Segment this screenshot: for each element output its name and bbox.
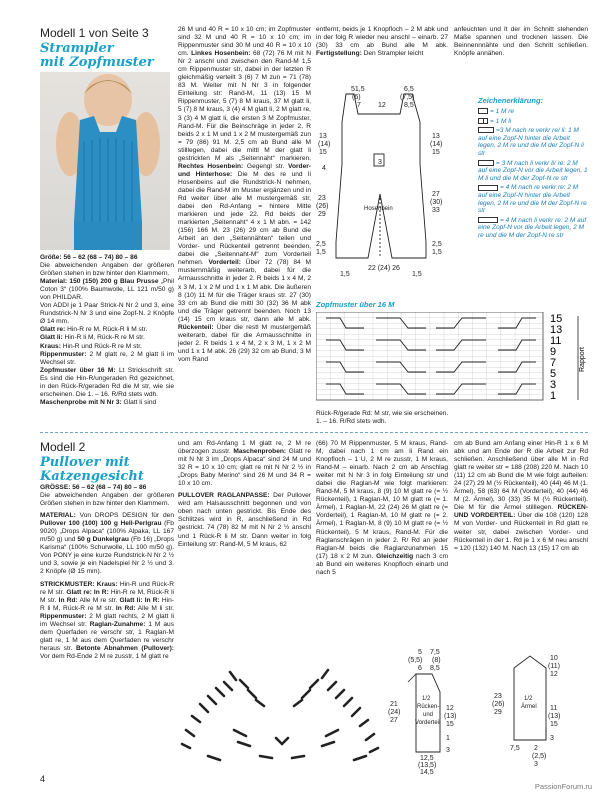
schema-label: (24) bbox=[388, 709, 401, 716]
bold-label: Rückenteil: bbox=[178, 323, 214, 331]
schema-label: 5 bbox=[418, 649, 422, 656]
schema-label: 27 bbox=[432, 191, 440, 198]
schema-label: 7,5 bbox=[430, 649, 440, 656]
schema-label: 29 bbox=[494, 709, 502, 716]
schema-label: 21 bbox=[390, 701, 398, 708]
schema-label: Ärmel bbox=[521, 704, 537, 710]
body-text: Der Pullover wird am Halsausschnitt begonnen und von oben nach unten gestrickt. Bis Ende des Schlitzes wird in R, anschließend in Rd gestrickt. 74 (78) 82 M mit N Nr 2 ½ anschl und 1 Rück-R li M str. Dann weiter in folg Einteilung str: Rand-M, 5 M kraus, 62 bbox=[178, 492, 311, 548]
schema-label: (26) bbox=[492, 701, 505, 708]
cat-face-pattern bbox=[178, 660, 401, 770]
romper-schema-labels bbox=[316, 86, 442, 278]
schema-label: 23 bbox=[318, 195, 326, 202]
model2-column-4 bbox=[454, 440, 588, 553]
paragraph bbox=[40, 254, 174, 262]
schema-label: 1,5 bbox=[432, 249, 442, 256]
body-text: „Phil Coton 3“ (100% Baumwolle, LL 121 m/50 g) von PHILDAR. bbox=[40, 278, 175, 302]
schema-label: (11) bbox=[548, 663, 560, 670]
cable-chart-title: Zopfmuster über 16 M bbox=[316, 300, 395, 309]
schema-label: 8,5 bbox=[404, 102, 414, 109]
schema-label: 3 bbox=[534, 761, 538, 768]
paragraph bbox=[40, 367, 174, 399]
schema-label: 7 bbox=[357, 102, 361, 109]
body-text: (Fb 9020) „Drops Alpaca“ (100% Alpaka, LL 167 m/50 g) und bbox=[40, 520, 174, 544]
schema-label: 1,5 bbox=[340, 271, 350, 278]
body-text: Alle M li str. bbox=[135, 604, 174, 612]
sleeve-schema bbox=[486, 648, 588, 770]
legend-text: = 1 M li bbox=[490, 117, 512, 125]
model1-column-3 bbox=[316, 26, 448, 58]
material-section bbox=[40, 512, 174, 576]
bold-label: In Rd: bbox=[58, 596, 78, 604]
legend-text: =3 M nach re verkr re/ li: 1 M auf eine Zopf-N hinter die Arbeit legen, 2 M re und die M der Zopf-N li str bbox=[478, 127, 584, 157]
schema-label: Vorderteil bbox=[415, 720, 441, 726]
paragraph bbox=[40, 278, 174, 302]
cable-row-number: 9 bbox=[550, 346, 557, 358]
model1-column-1 bbox=[40, 254, 174, 407]
schema-label: (7,5) bbox=[400, 94, 415, 101]
gauge-section bbox=[178, 440, 311, 488]
schema-label: 15 bbox=[550, 721, 558, 728]
model1-column-4 bbox=[454, 26, 588, 58]
body-text: und am Rd-Anfang 1 M glatt re, 2 M re überzogen zusstr. bbox=[178, 440, 311, 456]
bold-label: Material: 150 (150) 200 g Blau Prusse bbox=[40, 278, 159, 286]
romper-schema bbox=[316, 82, 464, 278]
body-text: 1 M aus dem Querfaden re verschr str, 1 Raglan-M glatt re, 1 M aus dem Querfaden re verschr heraus str. bbox=[40, 620, 174, 652]
schema-label: 11 bbox=[550, 705, 558, 712]
schema-label: 3 bbox=[446, 747, 450, 754]
paragraph bbox=[40, 326, 174, 334]
schema-label: (13,5) bbox=[418, 762, 437, 769]
schema-label: 1,5 bbox=[412, 271, 422, 278]
schema-label: 27 bbox=[390, 717, 398, 724]
body-text: Hin-R li M, Rück-R re M str. bbox=[62, 334, 145, 342]
schema-label: 12 bbox=[550, 671, 558, 678]
bold-label: Betonte Abnahmen (Pullover): bbox=[76, 644, 175, 652]
cable-right-3-icon bbox=[478, 127, 494, 133]
body-text: Glatt li sind bbox=[121, 398, 157, 406]
cable-right-4-icon bbox=[478, 185, 498, 191]
bold-label: Gleichzeitig bbox=[376, 552, 414, 560]
schema-label: 15 bbox=[432, 149, 440, 156]
body-text: Hin-R re M, Rück-R li M str. bbox=[40, 588, 174, 604]
cable-row-labels bbox=[550, 313, 562, 402]
pattern-section bbox=[40, 581, 174, 661]
bold-label: Glatt re: In R: bbox=[66, 588, 109, 596]
body-text: Alle M re str. bbox=[77, 596, 120, 604]
schema-label: 4 bbox=[322, 165, 326, 172]
legend-text: = 3 M nach li verkr li/ re: 2 M auf eine Zopf-N vor die Arbeit legen, 1 M li und die M der Zopf-N re str bbox=[478, 159, 588, 182]
body-text: Hin-R und Rück-R re M str. bbox=[40, 580, 174, 596]
schema-label: (13) bbox=[444, 713, 457, 720]
schema-label: 29 bbox=[318, 211, 326, 218]
schema-label: 1/2 bbox=[524, 696, 533, 702]
cable-row-number: 7 bbox=[550, 357, 557, 369]
schema-label: 3 bbox=[550, 735, 554, 742]
schema-label: 14,5 bbox=[420, 769, 434, 776]
body-text: Die abweichenden Angaben der größeren Größen stehen in bzw hinter den Klammern. bbox=[40, 492, 174, 508]
schema-label: 2,5 bbox=[432, 241, 442, 248]
paragraph bbox=[40, 302, 174, 326]
cable-row-number: 5 bbox=[550, 368, 557, 380]
schema-label: (26) bbox=[316, 203, 329, 210]
bold-label: Kraus: bbox=[40, 342, 61, 350]
body-text: Hin-R li M, Rück-R re M str. bbox=[40, 596, 174, 612]
section-divider bbox=[40, 432, 588, 433]
paragraph bbox=[40, 262, 174, 278]
bold-label: Maschenprobe mit N Nr 3: bbox=[40, 398, 122, 406]
body-text: entfernt, beids je 1 Knopfloch – 2 M abk und in der folg R wieder neu anschl – einarb. 27 (30) 33 cm ab Bund alle M abk. bbox=[316, 26, 448, 50]
knit-symbol-icon bbox=[478, 108, 488, 114]
cable-chart bbox=[316, 312, 588, 408]
body-text: Hin-R und Rück-R re M str. bbox=[60, 342, 142, 350]
schema-label: 13 bbox=[432, 133, 440, 140]
model1-header bbox=[40, 26, 170, 70]
schema-label: 10 bbox=[550, 655, 558, 662]
bold-label: In Rd: bbox=[115, 604, 136, 612]
bold-label: PULLOVER bbox=[178, 492, 214, 500]
legend-item bbox=[478, 127, 588, 157]
legend-title: Zeichenerklärung: bbox=[478, 96, 544, 105]
cable-note-2: 1. – 16. R/Rd stets wdh. bbox=[316, 418, 387, 426]
schema-label: (6) bbox=[352, 94, 361, 101]
bold-label: Zopfmuster über 16 M: bbox=[40, 366, 116, 374]
schema-label: 8,5 bbox=[430, 665, 440, 672]
body-text: cm ab Bund am Anfang einer Hin-R 1 x 6 M abk und am Ende der R die Arbeit zur Rd schließen. Anschließend über alle M in Rd glatt re weiter str = 188 (208) 220 M. Nach 10 (11) 12 cm ab Bund die M wie folgt aufteilen: 24 (27) 29 M (½ Rückenteil), 40 (44) 46 M (1. Ärmel), 58 (63) 64 M (Vorderteil), 40 (44) 46 M (2. Ärmel), 30 (33) 35 M (½ Rückenteil). Die M für die Ärmel stilllegen. bbox=[454, 440, 588, 512]
cable-row-number: 3 bbox=[550, 379, 557, 391]
paragraph bbox=[40, 343, 174, 351]
bold-label: GRÖSSE: 56 – 62 (68 – 74) 80 – 86 bbox=[40, 484, 147, 491]
bold-label: Rippenmuster: bbox=[40, 612, 87, 620]
bold-label: Rippenmuster: bbox=[40, 350, 87, 358]
schema-label: 22 (24) 26 bbox=[368, 265, 400, 272]
paragraph bbox=[40, 351, 174, 367]
bold-label: RÜCKEN- UND VORDERTEIL: bbox=[454, 504, 588, 520]
body-text: anfeuchten und lt der im Schnitt stehenden Maße spannen und trocknen lassen. Die Beinnennnähte und den Schritt schließen. Knöpfe annähen. bbox=[454, 26, 588, 58]
pullover-body-schema bbox=[386, 648, 482, 776]
model2-column-2 bbox=[178, 440, 311, 549]
bold-label: Maschenproben: bbox=[233, 448, 287, 456]
paragraph bbox=[40, 484, 174, 492]
cable-note-1: Rück-R/gerade Rd: M str, wie sie erscheinen. bbox=[316, 410, 449, 417]
bold-label: Rechtes Hosenbein: bbox=[178, 162, 244, 170]
schema-label: (14) bbox=[318, 141, 331, 148]
baby-romper-photo bbox=[40, 72, 170, 250]
body-text: Über die restl M mustergemäß weiterarb, dabei für die Armausschnitte in jeder 2. R beids 1 x 4 M, 2 x 3 M, 1 x 2 M und 1 x 1 M abk. 26 (29) 32 cm ab Bund, 3 M vom Rand bbox=[178, 323, 311, 363]
paragraph bbox=[40, 492, 174, 508]
baby-photo-drawing bbox=[40, 72, 170, 250]
schema-label: 23 bbox=[494, 693, 502, 700]
body-text: Glatt re mit N Nr 3 im „Drops Alpaca“ sind 24 M und 32 R = 10 x 10 cm; glatt re mit N Nr 2 ½ in „Drops Baby Merino“ sind 26 M und 34 R = 10 x 10 cm. bbox=[178, 448, 311, 488]
body-text: 26 M und 40 R = 10 x 10 cm; im Zopfmuster sind 32 M und 40 R = 10 x 10 cm; im Rippenmuster sind 30 M und 40 R = 10 x 10 cm. bbox=[178, 26, 311, 58]
schema-label: 3 bbox=[378, 159, 382, 166]
body-text: (66) 70 M Rippenmuster, 5 M kraus, Rand-M, dabei nach 1 cm am li Rand ein Knopfloch – 1 U, 2 M re zusstr, 1 M kraus, Rand-M – einarb. Nach 2 cm ab Anschlag weiter mit N Nr 3 in folg Einteilung str und dabei die Raglan-M wie folgt markieren: Rand-M, 5 M kraus, 8 (9) 10 M glatt re (= ½ Rückenteil), 1 Raglan-M, 10 M glatt re (= 1. Ärmel), 1 Raglan-M, 22 (24) 26 M glatt re (= Vorderteil), 1 Raglan-M, 10 M glatt re (= 2. Ärmel), 1 Raglan-M, 8 (9) 10 M glatt re (= ½ Rückenteil), 5 M kraus, Rand-M. Für die Raglanschrägen in jeder 2. R/ Rd an jeder Raglan-M beids die Raglanzunahmen 15 (17) 18 x 2 M zun. bbox=[316, 440, 448, 560]
bold-label: Glatt li: bbox=[40, 334, 63, 342]
bold-label: Pullover 100 (100) 100 g Hell-Perlgrau bbox=[40, 520, 162, 528]
schema-label: (2,5) bbox=[532, 753, 547, 760]
schema-label: 1 bbox=[446, 735, 450, 742]
bold-label: 50 g Dunkelgrau bbox=[77, 536, 129, 544]
schema-label: 15 bbox=[319, 149, 327, 156]
schema-label: 7,5 bbox=[510, 745, 520, 752]
purl-symbol-icon bbox=[478, 118, 488, 124]
legend-item bbox=[478, 118, 588, 126]
bold-label: RAGLANPASSE: bbox=[217, 492, 270, 500]
schema-label: 51,5 bbox=[351, 86, 365, 93]
body-text: Lt Strickschrift str. Es sind die Hin-R/ungeraden Rd gezeichnet, in den Rück-R/geraden Rd die M str, wie sie erscheinen. Die 1. – 16. R/Rd stets wdh. bbox=[40, 366, 174, 398]
bold-label: Glatt re: bbox=[40, 326, 66, 334]
cable-row-number: 1 bbox=[550, 390, 557, 402]
body-text: Vor dem Rd-Ende 2 M re zusstr, 1 M glatt re bbox=[40, 652, 169, 660]
pullover-section bbox=[178, 492, 311, 548]
legend-item bbox=[478, 184, 588, 214]
schema-label: 12 bbox=[378, 102, 386, 109]
model1-column-2 bbox=[178, 26, 311, 364]
schema-label: (14) bbox=[430, 141, 443, 148]
source-watermark: PassionForum.ru bbox=[534, 782, 592, 791]
schema-label: 2,5 bbox=[316, 241, 326, 248]
body-text: Den Strampler leicht bbox=[361, 50, 424, 58]
cable-left-3-icon bbox=[478, 160, 494, 166]
body-text: Hin-R re M, Rück-R li M str. bbox=[65, 326, 148, 334]
model2-header bbox=[40, 440, 174, 484]
schema-label: (13) bbox=[548, 713, 561, 720]
model2-subtitle-1: Pullover mit bbox=[40, 455, 130, 470]
legend-item bbox=[478, 217, 588, 240]
body-text: 68 (72) 76 M mit N Nr 2 anschl und zwischen den Rand-M 1,5 cm Rippenmuster str, dabei in der letzten R gleichmäßig verteilt 3 (6) 7 M zun = 71 (78) 83 M. Weiter mit N Nr 3 in folgender Einteilung str: Rand-M, 11 (13) 15 M Rippenmuster, 5 (7) 8 M kraus, 37 M glatt li, 5 (7) 8 M kraus, 3 (4) 4 M glatt li, 2 M glatt re, 3 (3) 4 M glatt li, die ersten 3 M Zopfmuster, Rand-M. Für die Beinschräge in jeder 2. R beids 2 x 1 M und 1 x 2 M mustergemäß zun = 79 (86) 91 M. 2,5 cm ab Bund alle M stilllegen, dabei die mittl M der glatt li gestrickten M als „Seitennaht“ markieren. bbox=[178, 50, 311, 162]
bold-label: STRICKMUSTER: bbox=[40, 580, 95, 588]
cable-row-number: 13 bbox=[550, 324, 563, 336]
model2-column-3 bbox=[316, 440, 448, 577]
bold-label: Glatt li: In R: bbox=[119, 596, 160, 604]
schema-label: Rücken- bbox=[417, 704, 440, 710]
schema-label: 33 bbox=[432, 207, 440, 214]
cable-row-number: 11 bbox=[550, 335, 562, 347]
schema-label: und bbox=[423, 712, 434, 718]
bold-label: Raglan-Zunahme: bbox=[89, 620, 146, 628]
schema-label: (8) bbox=[432, 657, 441, 664]
schema-label: 12,5 bbox=[420, 755, 434, 762]
model1-subtitle-1: Strampler bbox=[40, 41, 114, 56]
body-text: nach 3 cm ab Bund ein weiteres Knopfloch einarb und nach 5 bbox=[316, 552, 448, 576]
schema-label: 12 bbox=[446, 705, 454, 712]
schema-label: Hosenbein bbox=[364, 206, 393, 212]
stitch-legend bbox=[478, 108, 588, 240]
body-text: Gegengl str. bbox=[243, 162, 289, 170]
schema-label: 13 bbox=[319, 133, 327, 140]
bold-label: Kraus: bbox=[96, 580, 118, 588]
legend-text: = 4 M nach li verkr re: 2 M auf eine Zopf-N vor die Arbeit legen, 2 M re und die M der Zopf-N re str bbox=[478, 216, 587, 239]
schema-label: 15 bbox=[446, 721, 454, 728]
schema-label: 6 bbox=[418, 665, 422, 672]
schema-label: 1,5 bbox=[316, 249, 326, 256]
bold-label: Vorder- und Hinterhose: bbox=[178, 162, 312, 178]
paragraph bbox=[40, 334, 174, 342]
model2-heading: Modell 2 bbox=[40, 440, 86, 454]
body-text: Von ADDI je 1 Paar Strick-N Nr 2 und 3, eine Rundstrick-N Nr 3 und eine Zopf-N. 2 Knöpfe Ø 14 mm. bbox=[40, 302, 174, 326]
schema-label: (30) bbox=[430, 199, 443, 206]
model1-heading: Modell 1 von Seite 3 bbox=[40, 26, 149, 40]
bold-label: Vorderteil: bbox=[208, 259, 241, 267]
schema-label: 2 bbox=[534, 745, 538, 752]
body-text: Über die 108 (120) 128 M von Vorder- und Rückenteil in Rd glatt re weiter str, dabei zwischen Vorder- und Rückenteil in der 1. Rd je 1 x 6 M neu anschl = 120 (132) 140 M. Nach 13 (15) 17 cm ab bbox=[454, 512, 588, 552]
cable-notes bbox=[316, 410, 586, 426]
cable-row-number: 15 bbox=[550, 313, 563, 325]
schema-label: (5,5) bbox=[408, 657, 423, 664]
model1-subtitle-2: mit Zopfmuster bbox=[40, 55, 154, 70]
bold-label: Linkes Hosenbein: bbox=[191, 50, 251, 58]
body-text: 2 M glatt re, 2 M glatt li im Wechsel str. bbox=[40, 350, 174, 366]
model2-subtitle-2: Katzengesicht bbox=[40, 469, 144, 484]
schema-label: 1/2 bbox=[422, 696, 431, 702]
cable-left-4-icon bbox=[478, 217, 498, 223]
paragraph bbox=[40, 399, 174, 407]
rapport-label: Rapport bbox=[579, 347, 586, 372]
body-text: (Fb 16) „Drops Karisma“ (100% Schurwolle, LL 100 m/50 g). Von PONY je eine kurze Rundstrick-N Nr 2 ½ und 3, sowie je ein Nadelspiel Nr 2 ½ und 3. 2 Knöpfe (Ø 15 mm). bbox=[40, 536, 174, 576]
model2-column-1 bbox=[40, 484, 174, 661]
body-text: Von DROPS DESIGN für den bbox=[75, 512, 174, 520]
page-number: 4 bbox=[40, 774, 46, 784]
legend-text: = 4 M nach re verkr re: 2 M auf eine Zopf-N hinter die Arbeit legen, 2 M re und die M der Zopf-N re str bbox=[478, 184, 587, 215]
body-text: Die M des re und li Hosenbeins auf die Rundstrick-N nehmen, dabei die Rand-M im Muster ergänzen und in Rd weiter über alle M mustergemäß str, dabei den Rd-Anfang = hintere Mitte markieren und jede 22. Rd beids der markierten „Seitennaht“ 4 x 1 M abn. = 142 (156) 166 M. 23 (26) 29 cm ab Bund die Arbeit an den „Seitennähten“ teilen und Vorder- und Rückenteil getrennt beenden, dabei die „Seitennaht-M“ zum Vorderteil nehmen. bbox=[178, 170, 311, 267]
legend-item bbox=[478, 160, 588, 183]
body-text: Über 72 (78) 84 M musternmäßig weiterarb, dabei für die Armausschnitte in jeder 2. R beids 1 x 4 M, 2 x 3 M, 1 x 2 M und 1 x 1 M abk. Die äußeren 8 (10) 11 M für die Träger kraus str. 27 (30) 33 cm ab Bund die mittl 30 (32) 36 M abk und die Träger getrennt beenden. Noch 13 (14) 15 cm kraus str, dann alle M abk. bbox=[178, 259, 311, 323]
legend-item bbox=[478, 108, 588, 116]
bold-label: Größe: 56 – 62 (68 – 74) 80 – 86 bbox=[40, 254, 138, 261]
bold-label: Fertigstellung: bbox=[316, 50, 362, 58]
bold-label: MATERIAL: bbox=[40, 512, 76, 520]
schema-label: 6,5 bbox=[404, 86, 414, 93]
body-text: Die abweichenden Angaben der größeren Größen stehen in bzw hinter den Klammern. bbox=[40, 262, 174, 278]
body-text: 2 M glatt rechts, 2 M glatt li im Wechsel str. bbox=[40, 612, 174, 628]
legend-text: = 1 M re bbox=[490, 108, 515, 115]
